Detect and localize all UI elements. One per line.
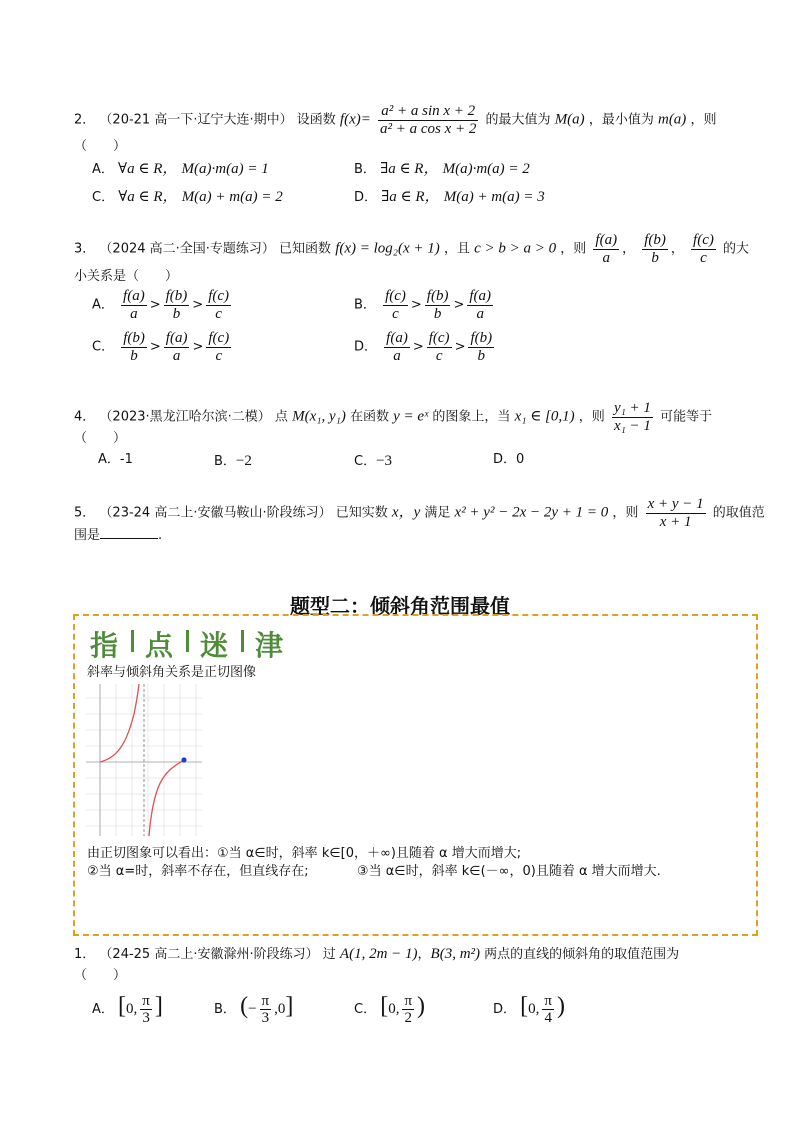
endpoint-marker	[181, 757, 186, 762]
question-5	[74, 496, 765, 530]
fraction	[646, 496, 706, 530]
numerator: x + y − 1	[647, 496, 704, 512]
numerator: a² + a sin x + 2	[378, 103, 478, 121]
bracket: [	[520, 993, 529, 1019]
option-d[interactable]: D． $\frac{f(a)}{a}$ > $\frac{f(c)}{c}$ > $\frac{f(b)}{b}$	[354, 330, 493, 364]
answer-blank[interactable]	[100, 526, 158, 539]
denominator: b	[172, 305, 181, 322]
option-label: C．	[92, 339, 115, 355]
question-text: 的图象上，当	[432, 409, 511, 425]
question-text: 在函数	[349, 409, 389, 425]
numerator: f(b)	[470, 330, 493, 346]
fraction	[206, 330, 231, 364]
fraction	[378, 103, 478, 137]
fraction	[383, 288, 408, 322]
fraction	[164, 330, 190, 364]
tip-divider	[131, 630, 134, 652]
bracket: [	[380, 993, 389, 1019]
option-c[interactable]	[354, 451, 392, 472]
question-text: 围是	[74, 528, 101, 543]
tip-note: 由正切图象可以看出：①当 α∈时，斜率 k∈[0，＋∞)且随着 α 增大而增大;	[87, 846, 522, 861]
math-expression: M(a)·m(a) = 1	[181, 161, 269, 177]
answer-paren: （ ）	[74, 431, 127, 446]
question-text: 过	[322, 947, 336, 962]
option-label: C．	[354, 454, 377, 469]
numerator: f(b)	[165, 288, 188, 304]
option-label: D．	[354, 339, 378, 355]
option-label: B．	[354, 162, 376, 177]
math-expression: 0,	[126, 1001, 138, 1017]
option-label: A．	[92, 162, 114, 177]
numerator: π	[404, 992, 413, 1009]
option-b[interactable]	[214, 451, 252, 472]
fraction	[468, 330, 494, 364]
math-expression: f(x) = log₂(x + 1)	[335, 240, 440, 257]
numerator: f(c)	[428, 330, 450, 346]
question-source: （20-21 高一下·辽宁大连·期中）	[99, 112, 293, 128]
math-expression: ∃a ∈ R，	[381, 189, 440, 205]
numerator: π	[261, 992, 270, 1009]
denominator: x₁ − 1	[613, 417, 651, 434]
question-text: ，且	[443, 241, 470, 257]
question-text: 两点的直线的倾斜角的取值范围为	[484, 947, 680, 962]
fraction	[691, 232, 716, 266]
option-d[interactable]	[354, 187, 545, 208]
math-expression: ∀a ∈ R，	[118, 189, 178, 205]
option-d[interactable]	[493, 451, 524, 469]
bracket: )	[556, 993, 565, 1019]
option-c[interactable]: C． $\frac{f(b)}{b}$ > $\frac{f(a)}{a}$ > $\frac{f(c)}{c}$	[92, 330, 230, 364]
option-label: C．	[354, 1002, 377, 1017]
numerator: f(a)	[165, 330, 188, 346]
numerator: y₁ + 1	[613, 400, 651, 416]
question-text: ，则	[560, 241, 587, 257]
bracket: ]	[285, 993, 294, 1019]
question-text: 已知实数	[335, 505, 388, 521]
denominator: c	[700, 249, 707, 266]
question-text: ，最小值为	[588, 112, 654, 128]
numerator: f(b)	[426, 288, 449, 304]
tip-heading-char: 津	[255, 629, 284, 662]
numerator: f(c)	[208, 288, 230, 304]
denominator: a	[130, 305, 138, 322]
fraction	[427, 330, 452, 364]
option-label: A．	[98, 452, 120, 467]
question-text: ，则	[578, 409, 605, 425]
math-expression: A(1, 2m − 1)	[339, 946, 418, 962]
question-text: 满足	[424, 505, 451, 521]
denominator: 2	[404, 1010, 412, 1026]
math-expression: ,0	[274, 1001, 286, 1017]
answer-paren: （ ）	[74, 968, 127, 983]
tip-note-row	[87, 860, 661, 879]
question-text: 的大	[723, 241, 750, 257]
numerator: f(a)	[469, 288, 492, 304]
fraction	[593, 232, 619, 266]
option-a[interactable]	[92, 159, 269, 180]
numerator: π	[544, 992, 552, 1009]
fraction	[140, 993, 152, 1027]
denominator: b	[477, 347, 486, 364]
numerator: f(a)	[123, 288, 145, 304]
option-c[interactable]	[92, 187, 283, 208]
option-c[interactable]	[354, 990, 425, 1027]
denominator: b	[130, 347, 138, 364]
question-number: 5．	[74, 505, 96, 521]
option-label: A．	[92, 297, 114, 313]
question-source: （24-25 高二上·安徽滁州·阶段练习）	[99, 947, 319, 962]
math-expression: ∃a ∈ R，	[380, 161, 439, 177]
numerator: f(c)	[693, 232, 714, 248]
tip-heading-char: 迷	[200, 629, 229, 662]
fraction	[121, 330, 147, 364]
math-expression: ∀a ∈ R，	[118, 161, 178, 177]
section-title: 题型二：倾斜角范围最值	[290, 594, 510, 618]
question-text: ，则	[612, 505, 639, 521]
math-expression: M(a) + m(a) = 3	[443, 189, 545, 205]
math-expression: y = eˣ	[393, 408, 429, 425]
math-expression: B(3, m²)	[430, 946, 481, 962]
fraction	[642, 232, 668, 266]
tip-note: 斜率与倾斜角关系是正切图像	[87, 665, 257, 680]
denominator: b	[651, 249, 659, 266]
fraction	[542, 993, 554, 1027]
question-source: （2023·黑龙江哈尔滨·二模）	[99, 409, 271, 425]
denominator: c	[392, 305, 399, 322]
math-expression: M(a) + m(a) = 2	[181, 189, 283, 205]
math-expression: 0,	[388, 1001, 400, 1017]
fraction	[384, 330, 410, 364]
math-expression: c > b > a > 0	[474, 240, 557, 257]
numerator: f(a)	[386, 330, 408, 346]
question-text: 可能等于	[660, 409, 713, 425]
fraction	[206, 288, 231, 322]
math-expression: M(a)	[554, 111, 585, 128]
denominator: 3	[261, 1010, 270, 1026]
denominator: 3	[142, 1010, 150, 1026]
question-text: 已知函数	[279, 241, 332, 257]
fraction	[612, 400, 653, 434]
question-2	[74, 103, 716, 137]
tangent-graph	[86, 684, 202, 836]
denominator: 4	[544, 1010, 552, 1026]
bracket: [	[118, 993, 127, 1019]
denominator: c	[435, 347, 443, 364]
denominator: b	[433, 305, 442, 322]
question-text: ，则	[690, 112, 717, 128]
option-label: B．	[354, 297, 376, 313]
tip-divider	[241, 630, 244, 652]
math-expression: −	[248, 1001, 257, 1017]
option-label: C．	[92, 190, 115, 205]
option-value: −2	[235, 453, 252, 469]
option-label: B．	[214, 454, 236, 469]
question-source: （23-24 高二上·安徽马鞍山·阶段练习）	[99, 505, 332, 521]
tip-note: ③当 α∈时，斜率 k∈(－∞，0)且随着 α 增大而增大.	[356, 864, 661, 879]
question-text: 的最大值为	[485, 112, 551, 128]
fraction	[467, 288, 493, 322]
option-label: B．	[214, 1002, 236, 1017]
numerator: f(b)	[644, 232, 666, 248]
fraction	[164, 288, 190, 322]
answer-paren: （ ）	[74, 139, 127, 154]
math-expression: M(a)·m(a) = 2	[442, 161, 530, 177]
denominator: c	[215, 347, 223, 364]
math-expression: M(x₁, y₁)	[292, 408, 346, 425]
denominator: x + 1	[659, 513, 692, 530]
denominator: a	[476, 305, 484, 322]
fraction	[260, 993, 272, 1027]
tip-note: ②当 α=时，斜率不存在，但直线存在;	[87, 864, 309, 879]
question-number: 4．	[74, 409, 96, 425]
bracket: )	[417, 993, 426, 1019]
numerator: π	[142, 992, 150, 1009]
numerator: f(a)	[595, 232, 618, 248]
question-3: 3． （2024 高二·全国·专题练习） 已知函数 f(x) = log₂(x + 1) ，且 c > b > a > 0 ，则 $\frac{f(a)}{a}$ ， $\frac{f(b)}{b}$ ， $\frac{f(c)}{c}$ 的大	[74, 232, 750, 266]
option-label: A．	[92, 1002, 114, 1017]
option-a[interactable]	[92, 990, 163, 1027]
option-b[interactable]: B． $\frac{f(c)}{c}$ > $\frac{f(b)}{b}$ > $\frac{f(a)}{a}$	[354, 288, 492, 322]
question-text: 小关系是（ ）	[74, 269, 179, 284]
tip-heading-char: 点	[145, 629, 174, 662]
question-text: 的取值范	[712, 505, 765, 521]
denominator: a	[602, 249, 610, 266]
question-text: 设函数	[296, 112, 336, 128]
math-expression: x² + y² − 2x − 2y + 1 = 0	[454, 504, 609, 521]
option-value: −3	[376, 453, 393, 469]
option-b[interactable]	[354, 159, 530, 180]
question-5-line2	[74, 526, 162, 545]
question-1	[74, 944, 679, 965]
numerator: f(c)	[208, 330, 230, 346]
tip-divider	[186, 630, 189, 652]
question-4	[74, 400, 712, 434]
question-text: .	[158, 528, 163, 543]
denominator: c	[215, 305, 222, 322]
numerator: f(c)	[385, 288, 406, 304]
option-label: D．	[354, 190, 378, 205]
math-expression: x₁ ∈ [0,1)	[514, 408, 575, 425]
math-expression: x，y	[391, 504, 421, 521]
math-expression: f(x)=	[339, 111, 371, 128]
question-number: 2．	[74, 112, 96, 128]
option-a[interactable]	[98, 451, 133, 469]
option-b[interactable]	[214, 990, 293, 1027]
option-value: -1	[119, 452, 133, 467]
tip-heading-char: 指	[90, 629, 119, 662]
denominator: a	[172, 347, 181, 364]
question-number: 1．	[74, 947, 96, 962]
question-number: 3．	[74, 241, 96, 257]
fraction	[402, 993, 414, 1027]
option-label: D．	[493, 452, 517, 467]
fraction	[121, 288, 147, 322]
denominator: a² + a cos x + 2	[379, 120, 477, 137]
math-expression: m(a)	[657, 111, 687, 128]
question-source: （2024 高二·全国·专题练习）	[99, 241, 275, 257]
bracket: ]	[154, 993, 163, 1019]
option-a[interactable]: A． $\frac{f(a)}{a}$ > $\frac{f(b)}{b}$ > $\frac{f(c)}{c}$	[92, 288, 230, 322]
denominator: a	[393, 347, 401, 364]
question-text: 点	[274, 409, 288, 425]
option-value: 0	[516, 452, 525, 467]
fraction	[425, 288, 451, 322]
option-label: D．	[493, 1002, 517, 1017]
numerator: f(b)	[123, 330, 145, 346]
math-expression: 0,	[528, 1001, 540, 1017]
option-d[interactable]	[493, 990, 565, 1027]
bracket: (	[240, 993, 249, 1019]
question-text: ，	[417, 947, 431, 962]
